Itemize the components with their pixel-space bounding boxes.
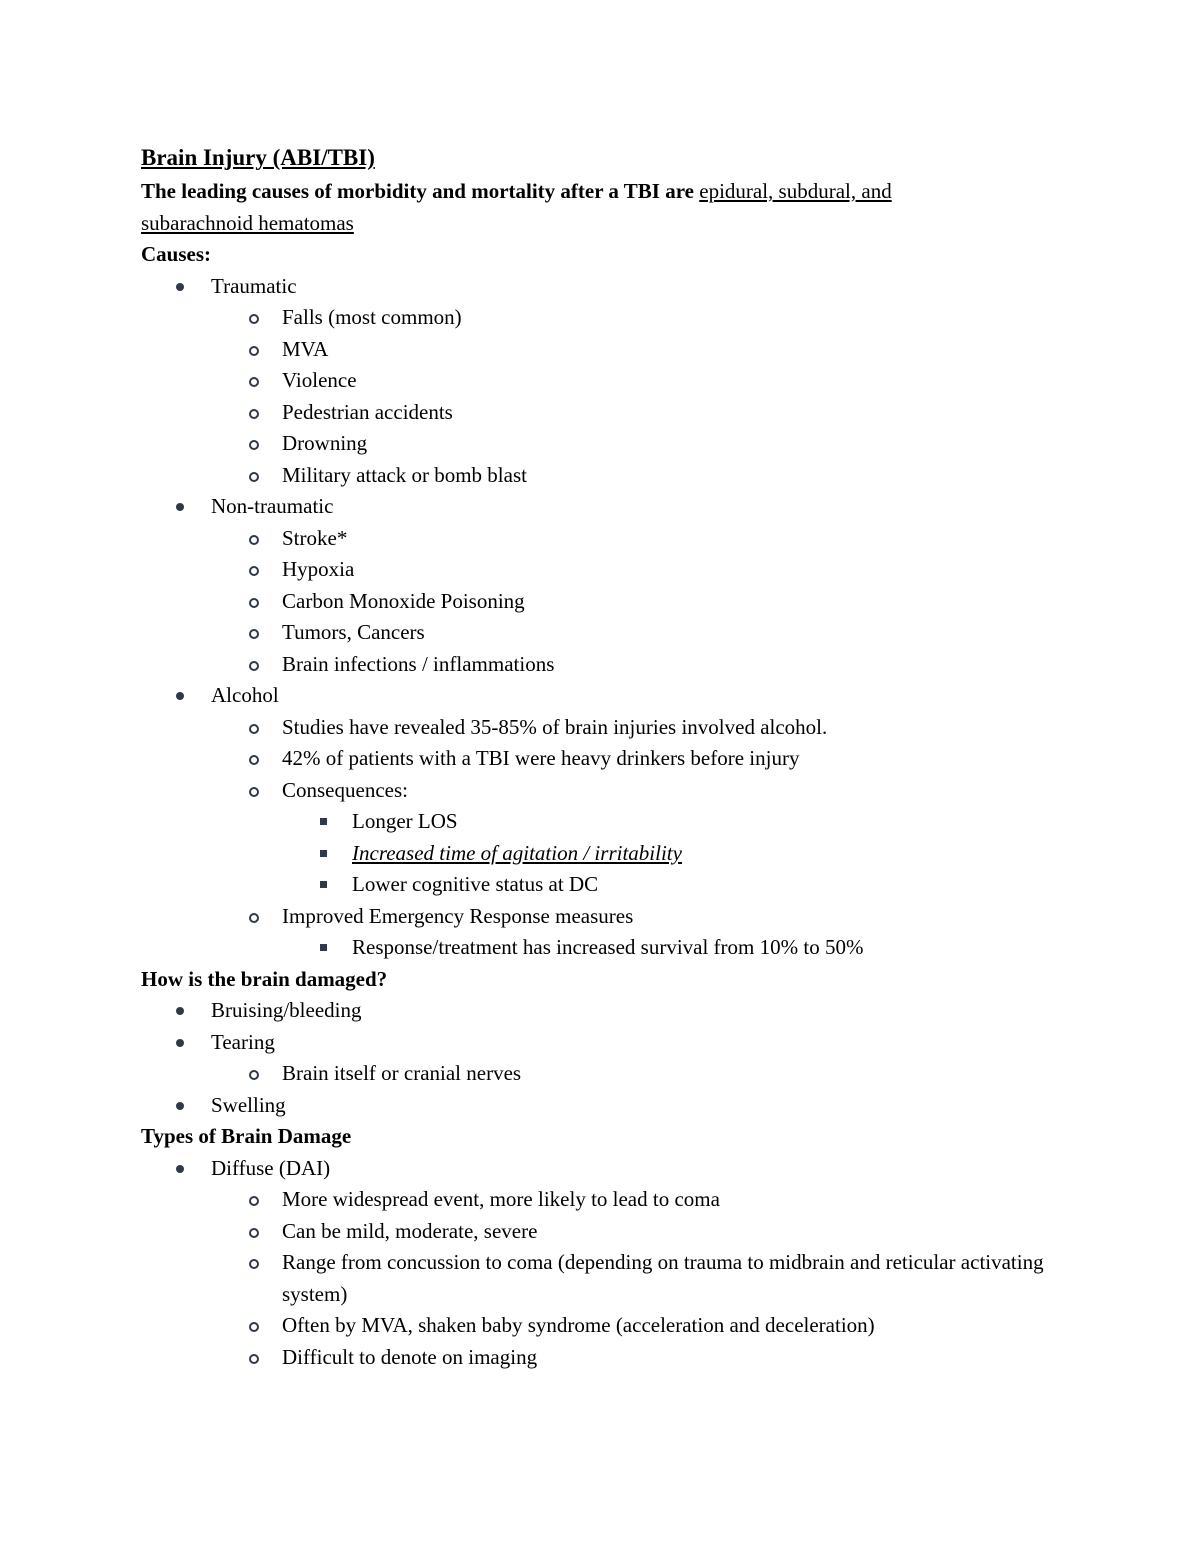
list-item: Hypoxia: [141, 554, 1061, 586]
list-item: Longer LOS: [141, 806, 1061, 838]
list-item: Brain infections / inflammations: [141, 649, 1061, 681]
circle-bullet-icon: [249, 535, 259, 545]
list-item-label: Non-traumatic: [211, 494, 334, 518]
circle-bullet-icon: [249, 1354, 259, 1364]
list-item: Increased time of agitation / irritability: [141, 838, 1061, 870]
circle-bullet-icon: [249, 566, 259, 576]
circle-bullet-icon: [249, 661, 259, 671]
list-item: Tearing: [141, 1027, 1061, 1059]
circle-bullet-icon: [249, 346, 259, 356]
list-item: Can be mild, moderate, severe: [141, 1216, 1061, 1248]
list-item: Pedestrian accidents: [141, 397, 1061, 429]
list-item-label: Traumatic: [211, 273, 297, 298]
list-item: Violence: [141, 365, 1061, 397]
disc-bullet-icon: [176, 283, 184, 291]
page-title: Brain Injury (ABI/TBI): [141, 145, 375, 170]
circle-bullet-icon: [249, 377, 259, 387]
disc-bullet-icon: [176, 1007, 184, 1015]
circle-bullet-icon: [249, 1070, 259, 1080]
list-item: More widespread event, more likely to lead to coma: [141, 1184, 1061, 1216]
intro-paragraph-continued: [141, 208, 1061, 240]
list-item: Tumors, Cancers: [141, 617, 1061, 649]
list-item-diffuse: Diffuse (DAI): [141, 1153, 1061, 1185]
intro-paragraph: [141, 176, 1061, 208]
square-bullet-icon: [320, 881, 327, 888]
circle-bullet-icon: [249, 1259, 259, 1269]
list-item: Swelling: [141, 1090, 1061, 1122]
disc-bullet-icon: [176, 1102, 184, 1110]
list-item-non-traumatic: [141, 491, 1061, 523]
square-bullet-icon: [320, 818, 327, 825]
list-item-traumatic: [141, 271, 1061, 303]
disc-bullet-icon: [176, 1039, 184, 1047]
list-item: Brain itself or cranial nerves: [141, 1058, 1061, 1090]
list-item: Carbon Monoxide Poisoning: [141, 586, 1061, 618]
list-item: Stroke*: [141, 523, 1061, 555]
types-heading: Types of Brain Damage: [141, 1124, 352, 1148]
list-item: MVA: [141, 334, 1061, 366]
disc-bullet-icon: [176, 503, 184, 511]
list-item: Lower cognitive status at DC: [141, 869, 1061, 901]
intro-underlined-text-2: subarachnoid hematomas: [141, 210, 354, 235]
circle-bullet-icon: [249, 440, 259, 450]
document-page: [141, 140, 1061, 1373]
list-item: Response/treatment has increased survival from 10% to 50%: [141, 932, 1061, 964]
list-item: Difficult to denote on imaging: [141, 1342, 1061, 1374]
list-item: Drowning: [141, 428, 1061, 460]
circle-bullet-icon: [249, 598, 259, 608]
circle-bullet-icon: [249, 314, 259, 324]
intro-underlined-text-1: epidural, subdural, and: [699, 179, 892, 203]
list-item: Improved Emergency Response measures: [141, 901, 1061, 933]
list-item-label: Alcohol: [211, 683, 279, 707]
list-item: 42% of patients with a TBI were heavy drinkers before injury: [141, 743, 1061, 775]
list-item: Military attack or bomb blast: [141, 460, 1061, 492]
circle-bullet-icon: [249, 629, 259, 639]
circle-bullet-icon: [249, 409, 259, 419]
list-item: Studies have revealed 35-85% of brain injuries involved alcohol.: [141, 712, 1061, 744]
list-item: Often by MVA, shaken baby syndrome (acceleration and deceleration): [141, 1310, 1061, 1342]
intro-bold-text: The leading causes of morbidity and mortality after a TBI are: [141, 179, 700, 203]
circle-bullet-icon: [249, 1322, 259, 1332]
square-bullet-icon: [320, 850, 327, 857]
causes-heading: Causes:: [141, 242, 212, 266]
list-item: Falls (most common): [141, 302, 1061, 334]
circle-bullet-icon: [249, 755, 259, 765]
list-item: Bruising/bleeding: [141, 995, 1061, 1027]
circle-bullet-icon: [249, 472, 259, 482]
circle-bullet-icon: [249, 1196, 259, 1206]
circle-bullet-icon: [249, 724, 259, 734]
disc-bullet-icon: [176, 692, 184, 700]
circle-bullet-icon: [249, 787, 259, 797]
circle-bullet-icon: [249, 1228, 259, 1238]
square-bullet-icon: [320, 944, 327, 951]
damage-heading: How is the brain damaged?: [141, 966, 388, 991]
list-item-alcohol: [141, 680, 1061, 712]
disc-bullet-icon: [176, 1165, 184, 1173]
list-item: Range from concussion to coma (depending on trauma to midbrain and reticular activating system): [141, 1247, 1061, 1310]
circle-bullet-icon: [249, 913, 259, 923]
list-item: Consequences:: [141, 775, 1061, 807]
